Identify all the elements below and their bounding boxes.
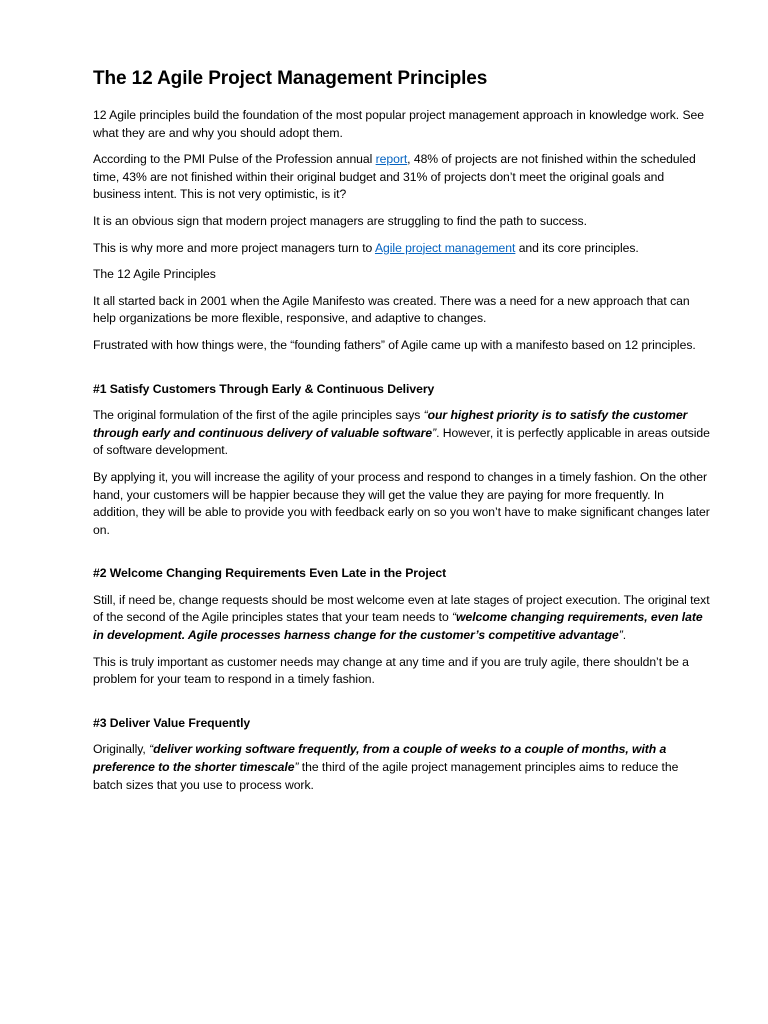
pmi-text-after: , 48% of projects are not finished within the scheduled time, 43% are not finished within their original budget and 31% of projects don’t meet the original goals and business intent. This is not very optimistic, is it? [93,152,696,202]
document-title: The 12 Agile Project Management Principles [93,68,488,89]
section-2-text-after: . [622,628,627,643]
section-3-text-before: Originally, [93,742,150,757]
intro-paragraph: 12 Agile principles build the foundation of the most popular project management approach in knowledge work. See what they are and why you should adopt them. [93,108,704,140]
obvious-paragraph: It is an obvious sign that modern project managers are struggling to find the path to success. [93,213,587,228]
section-2-heading: #2 Welcome Changing Requirements Even Late in the Project [93,566,447,581]
quote-open: “ [423,408,428,423]
spacer [93,698,710,715]
section-1-text-before: The original formulation of the first of the agile principles says [93,408,424,423]
quote-close: ” [432,425,437,440]
section-1-text-after: . However, it is perfectly applicable in areas outside of software development. [93,425,710,458]
report-link[interactable]: report [375,152,408,167]
spacer [93,364,710,381]
section-3-quote: deliver working software frequently, from a couple of weeks to a couple of months, with a preference to the shorter timescale [93,742,667,775]
principles-subheading: The 12 Agile Principles [93,267,216,282]
founding-fathers-paragraph: Frustrated with how things were, the “founding fathers” of Agile came up with a manifesto based on 12 principles. [93,337,696,352]
section-2-paragraph-2: This is truly important as customer needs may change at any time and if you are truly agile, there shouldn’t be a problem for your team to respond in a timely fashion. [93,654,689,687]
section-3-paragraph-1 [93,741,710,794]
section-1-quote: our highest priority is to satisfy the customer through early and continuous delivery of valuable software [93,408,688,440]
section-2-text-before: Still, if need be, change requests should be most welcome even at late stages of project execution. The original text of the second of the Agile principles states that your team needs to [93,592,710,625]
turn-paragraph [93,240,710,258]
section-1-paragraph-1 [93,407,710,460]
turn-text-before: This is why more and more project managers turn to [93,240,375,255]
agile-pm-link[interactable]: Agile project management [374,240,516,255]
section-1-paragraph-2: By applying it, you will increase the agility of your process and respond to changes in a timely fashion. On the other hand, your customers will be happier because they will get the value they are paying for more frequently. In addition, they will be able to provide you with feedback early on so you won’t have to make significant changes later on. [93,469,710,537]
section-2-quote: welcome changing requirements, even late in development. Agile processes harness change for the customer’s competitive advantage [93,610,703,643]
section-1-heading: #1 Satisfy Customers Through Early & Continuous Delivery [93,381,435,396]
spacer [93,548,710,565]
pmi-text-before: According to the PMI Pulse of the Profession annual [93,152,376,167]
quote-close: ” [618,628,623,643]
quote-close: ” [294,760,299,775]
turn-text-after: and its core principles. [515,240,639,255]
section-3-heading: #3 Deliver Value Frequently [93,715,251,730]
quote-open: “ [149,742,154,757]
pmi-paragraph [93,151,710,204]
section-2-paragraph-1 [93,592,710,645]
section-3-text-after: the third of the agile project management principles aims to reduce the batch sizes that you use to process work. [93,760,679,792]
quote-open: “ [452,610,457,625]
manifesto-paragraph: It all started back in 2001 when the Agile Manifesto was created. There was a need for a new approach that can help organizations be more flexible, responsive, and adaptive to changes. [93,293,690,326]
